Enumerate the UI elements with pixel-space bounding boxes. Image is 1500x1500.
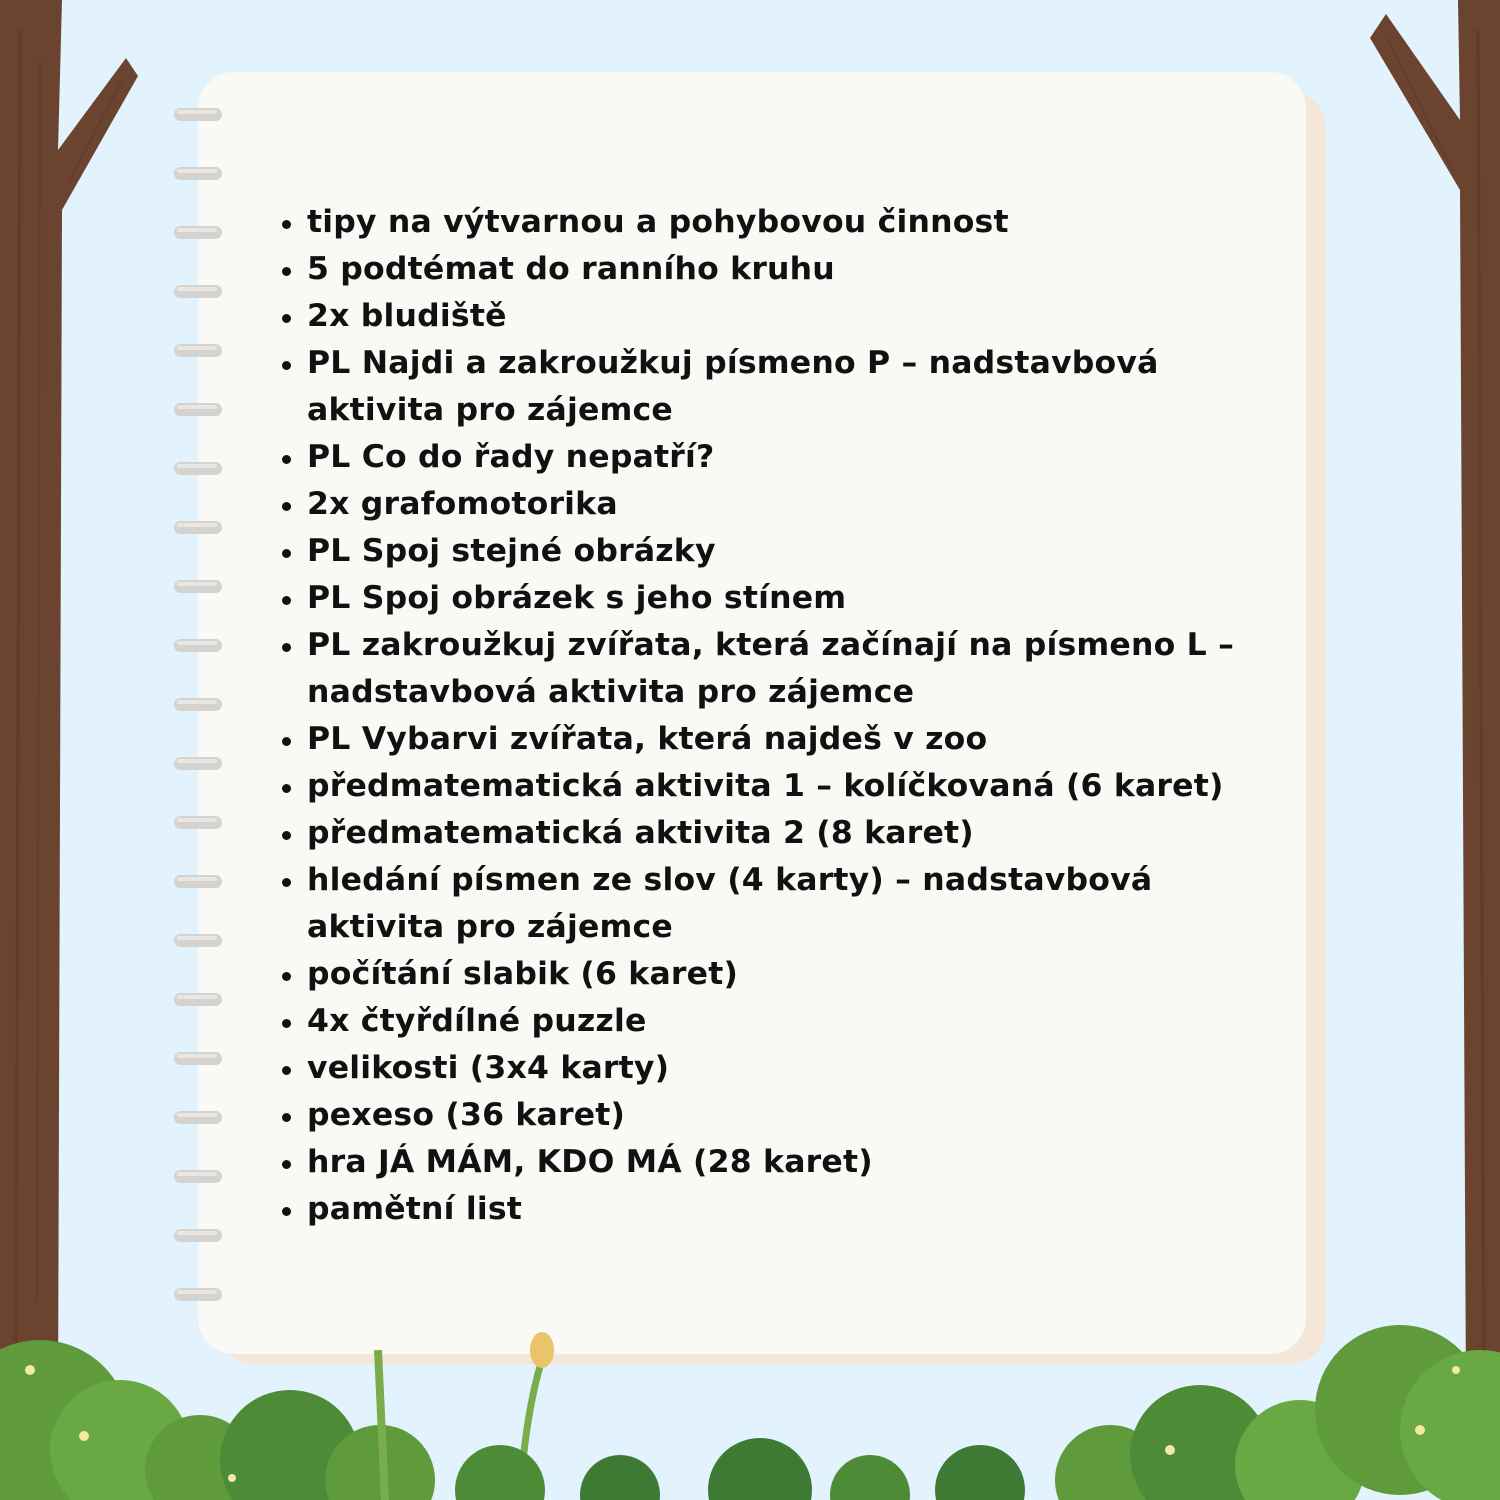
- ring-icon: [174, 757, 222, 770]
- ring-icon: [174, 226, 222, 239]
- bullet-icon: [282, 878, 291, 887]
- list-item: [276, 340, 1276, 434]
- list-item-text: hledání písmen ze slov (4 karty) – nadstavbová aktivita pro zájemce: [307, 862, 1153, 945]
- ring-icon: [174, 816, 222, 829]
- bullet-icon: [282, 220, 291, 229]
- list-item: [276, 293, 1276, 340]
- bullet-icon: [282, 643, 291, 652]
- list-item-text: předmatematická aktivita 2 (8 karet): [307, 815, 974, 851]
- list-item: [276, 857, 1276, 951]
- spiral-binding: [174, 108, 226, 1318]
- bullet-icon: [282, 361, 291, 370]
- bullet-icon: [282, 549, 291, 558]
- list-item-text: PL Spoj obrázek s jeho stínem: [307, 580, 847, 616]
- ring-icon: [174, 875, 222, 888]
- bullet-icon: [282, 455, 291, 464]
- bullet-icon: [282, 784, 291, 793]
- bullet-icon: [282, 596, 291, 605]
- bullet-icon: [282, 267, 291, 276]
- ring-icon: [174, 285, 222, 298]
- list-item: [276, 1045, 1276, 1092]
- list-item-text: 2x grafomotorika: [307, 486, 618, 522]
- bush-icon: [0, 1290, 1500, 1500]
- bullet-icon: [282, 314, 291, 323]
- bullet-icon: [282, 1113, 291, 1122]
- ring-icon: [174, 344, 222, 357]
- bullet-icon: [282, 831, 291, 840]
- activity-list: [276, 199, 1276, 1233]
- list-item-text: pamětní list: [307, 1191, 523, 1227]
- list-item: [276, 528, 1276, 575]
- list-item-text: PL Co do řady nepatří?: [307, 439, 715, 475]
- bullet-icon: [282, 1019, 291, 1028]
- ring-icon: [174, 993, 222, 1006]
- list-item-text: hra JÁ MÁM, KDO MÁ (28 karet): [307, 1144, 873, 1180]
- flower-bud-icon: [530, 1332, 554, 1368]
- list-item: [276, 998, 1276, 1045]
- list-item: [276, 763, 1276, 810]
- ring-icon: [174, 108, 222, 121]
- list-item: [276, 1186, 1276, 1233]
- list-item: [276, 575, 1276, 622]
- list-item-text: 4x čtyřdílné puzzle: [307, 1003, 647, 1039]
- ring-icon: [174, 1111, 222, 1124]
- list-item: [276, 716, 1276, 763]
- right-tree-icon: [1360, 0, 1500, 1400]
- bullet-icon: [282, 502, 291, 511]
- list-item: [276, 951, 1276, 998]
- ring-icon: [174, 698, 222, 711]
- ring-icon: [174, 639, 222, 652]
- ring-icon: [174, 934, 222, 947]
- ring-icon: [174, 1052, 222, 1065]
- bullet-icon: [282, 972, 291, 981]
- list-item-text: tipy na výtvarnou a pohybovou činnost: [307, 204, 1009, 240]
- bullet-icon: [282, 1207, 291, 1216]
- list-item-text: velikosti (3x4 karty): [307, 1050, 670, 1086]
- list-item-text: PL zakroužkuj zvířata, která začínají na písmeno L – nadstavbová aktivita pro zájemce: [307, 627, 1235, 710]
- list-item-text: pexeso (36 karet): [307, 1097, 626, 1133]
- ring-icon: [174, 1229, 222, 1242]
- list-item-text: předmatematická aktivita 1 – kolíčkovaná (6 karet): [307, 768, 1224, 804]
- ring-icon: [174, 462, 222, 475]
- list-item: [276, 810, 1276, 857]
- bullet-icon: [282, 1066, 291, 1075]
- list-item-text: 2x bludiště: [307, 298, 507, 334]
- ring-icon: [174, 521, 222, 534]
- list-item: [276, 199, 1276, 246]
- list-item: [276, 1092, 1276, 1139]
- list-item: [276, 246, 1276, 293]
- ring-icon: [174, 403, 222, 416]
- list-item: [276, 1139, 1276, 1186]
- ring-icon: [174, 167, 222, 180]
- list-item-text: počítání slabik (6 karet): [307, 956, 739, 992]
- ring-icon: [174, 580, 222, 593]
- list-item-text: PL Najdi a zakroužkuj písmeno P – nadstavbová aktivita pro zájemce: [307, 345, 1159, 428]
- list-item-text: PL Vybarvi zvířata, která najdeš v zoo: [307, 721, 988, 757]
- list-item: [276, 481, 1276, 528]
- bullet-icon: [282, 737, 291, 746]
- list-item-text: 5 podtémat do ranního kruhu: [307, 251, 835, 287]
- ring-icon: [174, 1170, 222, 1183]
- list-item: [276, 434, 1276, 481]
- list-item-text: PL Spoj stejné obrázky: [307, 533, 716, 569]
- left-tree-icon: [0, 0, 150, 1400]
- bullet-icon: [282, 1160, 291, 1169]
- list-item: [276, 622, 1276, 716]
